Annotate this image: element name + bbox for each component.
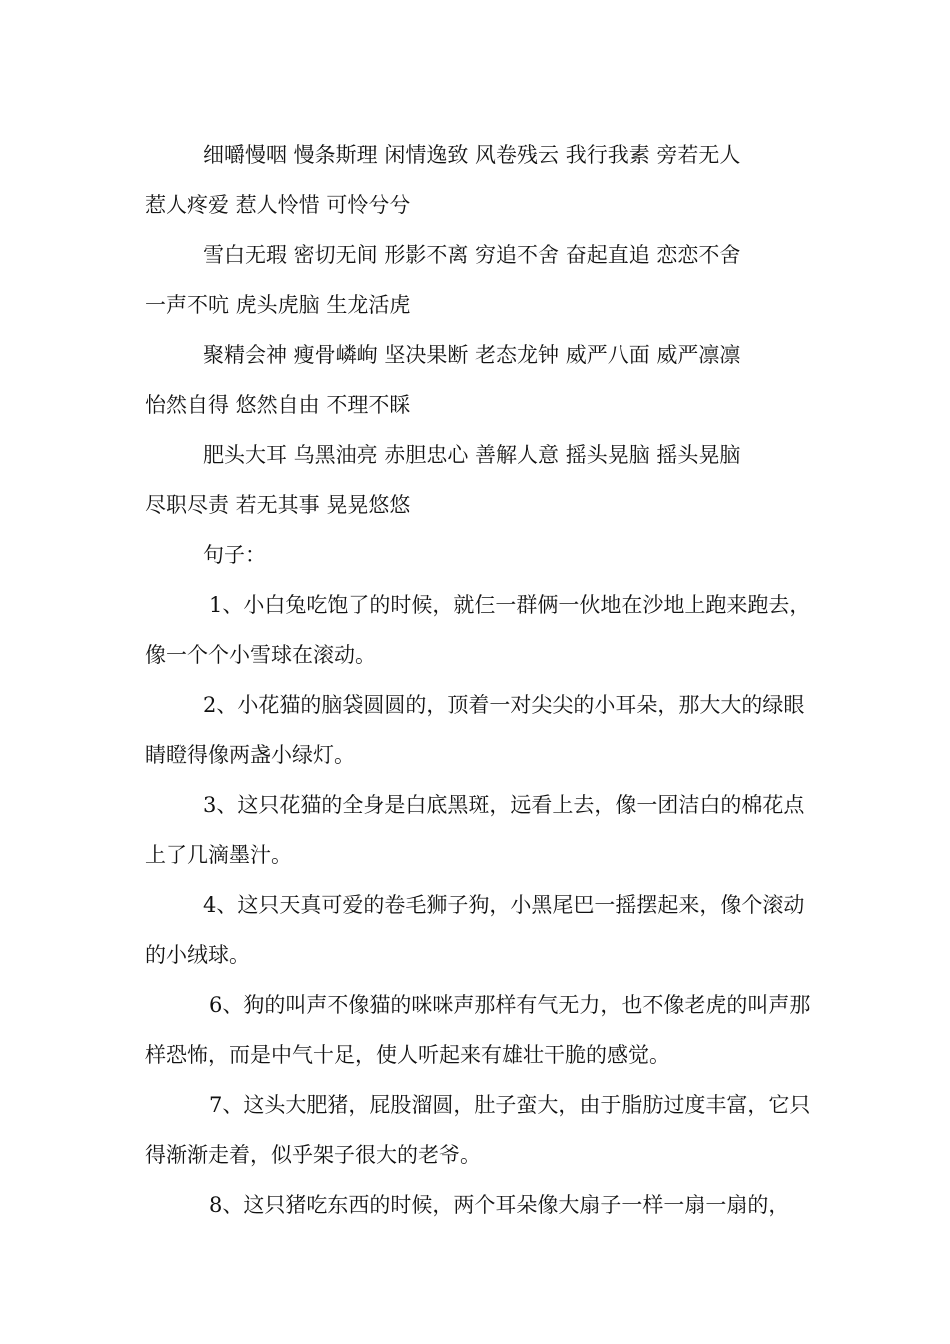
idiom-line: 一声不吭 虎头虎脑 生龙活虎 [145, 293, 411, 317]
sentence-paragraph: 7、这头大肥猪，屁股溜圆，肚子蛮大，由于脂肪过度丰富，它只得渐渐走着，似乎架子很大的老爷。 [145, 1093, 811, 1167]
idiom-line: 细嚼慢咽 慢条斯理 闲情逸致 风卷残云 我行我素 旁若无人 [203, 143, 741, 167]
idiom-line: 惹人疼爱 惹人怜惜 可怜兮兮 [145, 193, 411, 217]
sentence-paragraph: 6、狗的叫声不像猫的咪咪声那样有气无力，也不像老虎的叫声那样恐怖，而是中气十足，使人听起来有雄壮干脆的感觉。 [145, 993, 811, 1067]
idiom-group [145, 230, 815, 330]
sentence-paragraph: 1、小白兔吃饱了的时候，就仨一群俩一伙地在沙地上跑来跑去，像一个个小雪球在滚动。 [145, 593, 811, 667]
sentence-paragraph: 4、这只天真可爱的卷毛狮子狗，小黑尾巴一摇摆起来，像个滚动的小绒球。 [145, 893, 805, 967]
sentence-paragraph: 3、这只花猫的全身是白底黑斑，远看上去，像一团洁白的棉花点上了几滴墨汁。 [145, 793, 805, 867]
document-body [145, 130, 815, 1230]
sentence-paragraph: 8、这只猪吃东西的时候，两个耳朵像大扇子一样一扇一扇的， [209, 1193, 790, 1217]
idiom-line: 雪白无瑕 密切无间 形影不离 穷追不舍 奋起直追 恋恋不舍 [203, 243, 741, 267]
sentence-paragraph: 2、小花猫的脑袋圆圆的，顶着一对尖尖的小耳朵，那大大的绿眼睛瞪得像两盏小绿灯。 [145, 693, 805, 767]
sentences-heading: 句子： [203, 543, 266, 567]
idiom-line: 肥头大耳 乌黑油亮 赤胆忠心 善解人意 摇头晃脑 摇头晃脑 [203, 443, 741, 467]
idiom-line: 聚精会神 瘦骨嶙峋 坚决果断 老态龙钟 威严八面 威严凛凛 [203, 343, 741, 367]
idiom-group [145, 130, 815, 230]
idiom-line: 尽职尽责 若无其事 晃晃悠悠 [145, 493, 411, 517]
idiom-line: 怡然自得 悠然自由 不理不睬 [145, 393, 411, 417]
idiom-group [145, 330, 815, 430]
idiom-group [145, 430, 815, 530]
